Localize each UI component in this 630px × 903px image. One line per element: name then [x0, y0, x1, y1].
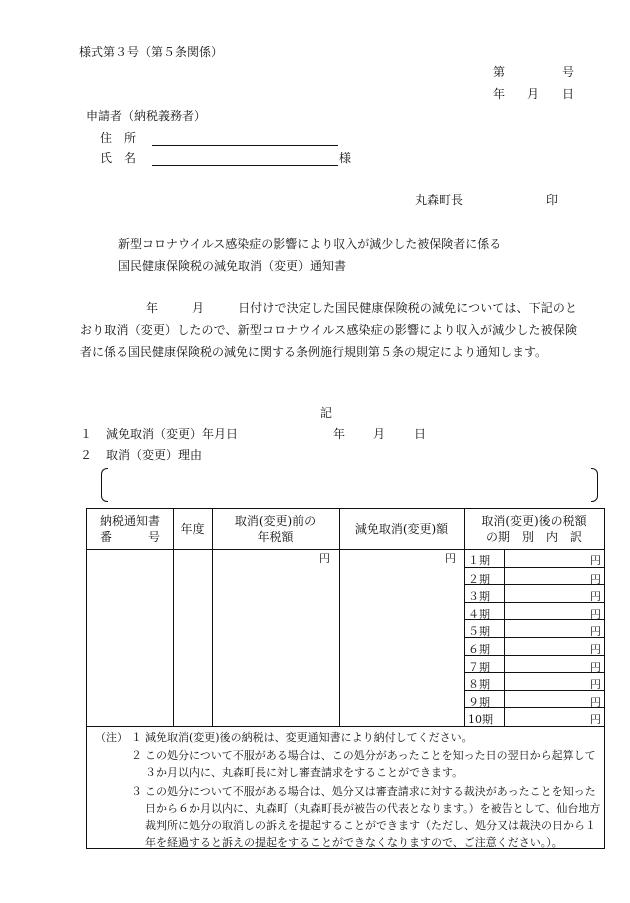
period-label: ８期 — [468, 678, 490, 692]
header-fiscal-year: 年度 — [180, 522, 205, 536]
doc-date-day: 日 — [562, 87, 575, 101]
applicant-heading: 申請者（納税義務者） — [86, 109, 207, 123]
period-row — [465, 602, 604, 621]
period-label: ２期 — [468, 572, 490, 586]
item-2-number: ２ — [80, 448, 93, 462]
period-label: ３期 — [468, 590, 490, 604]
period-label: １期 — [468, 554, 490, 567]
reason-field[interactable] — [112, 470, 588, 498]
note-3: ３ この処分について不服がある場合は、処分又は審査請求に対する裁決があったことを知った日から６か月以内に、丸森町（丸森町長が被告の代表となります。）を被告として、仙台地方裁判所に処分の取消しの訴えを提起することができます（ただし、処分又は裁決の日から１年を経過すると訴えの提起をすることができなくなりますので、ご注意ください。）。 — [131, 785, 601, 849]
period-yen: 円 — [590, 625, 601, 639]
form-number: 様式第３号（第５条関係） — [79, 45, 224, 59]
period-row — [465, 584, 604, 603]
period-label: 10期 — [468, 713, 493, 727]
before-amount-yen: 円 — [319, 552, 330, 565]
doc-title-line2: 国民健康保険税の減免取消（変更）通知書 — [118, 259, 347, 273]
period-yen: 円 — [590, 678, 601, 692]
item-1-month: 月 — [373, 427, 386, 441]
header-after-breakdown: 取消(変更)後の税額 の期 別 内 訳 — [481, 514, 587, 544]
body-lead: 日付けで決定した国民健康保険税の減免については、下記のとおり取消（変更）したので、新型コロナウイルス感染症の影響により収入が減少した被保険者に係る国民健康保険税の減免に関する条例施行規則第５条の規定により通知します。 — [80, 301, 577, 359]
period-row — [465, 549, 604, 567]
period-yen: 円 — [590, 713, 601, 727]
period-yen: 円 — [590, 695, 601, 709]
reason-bracket-left — [101, 468, 108, 502]
name-label: 氏 名 — [100, 151, 137, 165]
doc-number-go: 号 — [562, 65, 575, 79]
reduction-amount-yen: 円 — [445, 552, 456, 565]
period-yen: 円 — [590, 572, 601, 586]
header-reduction-amount: 減免取消(変更)額 — [354, 522, 449, 536]
period-row — [465, 707, 604, 726]
address-field[interactable] — [152, 133, 338, 146]
period-row — [465, 637, 604, 656]
header-before-amount: 取消(変更)前の 年税額 — [234, 514, 317, 544]
doc-date-year: 年 — [493, 87, 506, 101]
note-2: ２ この処分について不服がある場合は、この処分があったことを知った日の翌日から起算して３か月以内に、丸森町長に対し審査請求をすることができます。 — [131, 749, 596, 779]
notes-heading: （注） — [95, 731, 128, 744]
period-label: ７期 — [468, 660, 490, 674]
body-paragraph — [80, 297, 577, 363]
address-label: 住 所 — [100, 131, 137, 145]
body-date-year: 年 — [146, 301, 159, 315]
period-yen: 円 — [590, 660, 601, 674]
item-1-year: 年 — [333, 427, 346, 441]
issuer-title: 丸森町長 — [415, 193, 464, 207]
period-yen: 円 — [590, 554, 601, 567]
period-row — [465, 619, 604, 638]
doc-date-month: 月 — [527, 87, 540, 101]
period-row — [465, 690, 604, 709]
body-date-month: 月 — [192, 301, 205, 315]
honorific: 様 — [339, 151, 352, 165]
item-2-label: 取消（変更）理由 — [106, 448, 203, 462]
doc-number-dai: 第 — [493, 65, 506, 79]
tax-table — [86, 508, 605, 849]
note-1: １ 減免取消(変更)後の納税は、変更通知書により納付してください。 — [131, 731, 473, 744]
period-row — [465, 567, 604, 586]
period-label: ４期 — [468, 607, 490, 621]
ki-heading: 記 — [320, 406, 333, 420]
period-yen: 円 — [590, 590, 601, 604]
period-yen: 円 — [590, 643, 601, 656]
period-label: ９期 — [468, 695, 490, 709]
period-label: ５期 — [468, 625, 490, 639]
doc-title-line1: 新型コロナウイルス感染症の影響により収入が減少した被保険者に係る — [118, 237, 502, 251]
period-row — [465, 672, 604, 691]
name-field[interactable] — [152, 153, 338, 166]
item-1-day: 日 — [414, 427, 427, 441]
period-row — [465, 655, 604, 674]
header-notice-no: 納税通知書 番 号 — [99, 514, 160, 544]
period-label: ６期 — [468, 643, 490, 656]
item-1-label: 減免取消（変更）年月日 — [106, 427, 239, 441]
issuer-seal: 印 — [546, 193, 559, 207]
reason-bracket-right — [591, 468, 598, 502]
period-yen: 円 — [590, 607, 601, 621]
item-1-number: １ — [80, 427, 93, 441]
